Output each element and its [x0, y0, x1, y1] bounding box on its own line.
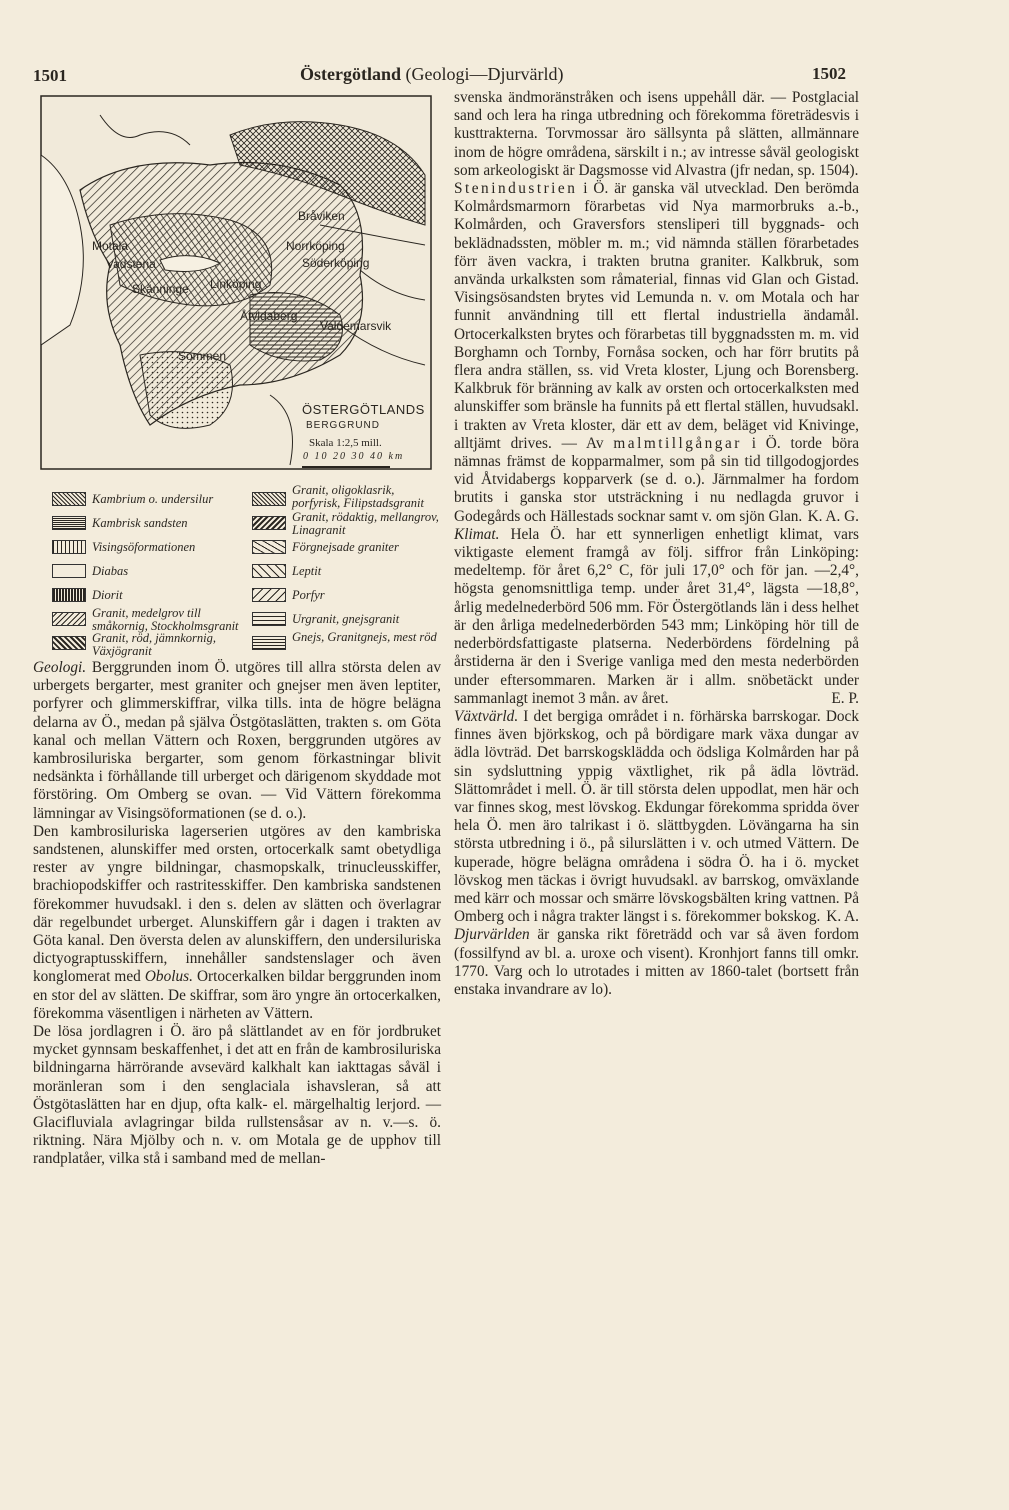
map-label-sommen: Sommen: [178, 349, 227, 363]
genus-name: Obolus.: [144, 968, 193, 986]
paragraph-djurvarld: [454, 926, 859, 999]
author-signature: K. A.: [826, 908, 859, 926]
paragraph-geologi: [33, 659, 441, 823]
paragraph-stenindustri: [454, 180, 859, 526]
section-heading-djurvarld: Djurvärlden: [454, 926, 530, 944]
map-label-motala: Motala: [92, 239, 129, 253]
legend-label: Urgranit, gnejsgranit: [292, 612, 400, 626]
page-number-right: 1502: [812, 64, 846, 83]
legend-label: Porfyr: [292, 588, 325, 602]
spaced-heading: Stenindustrien: [454, 180, 578, 198]
author-signature: E. P.: [831, 689, 859, 707]
legend-swatch: [52, 492, 86, 506]
legend-label: Leptit: [292, 564, 322, 578]
right-column: [454, 89, 859, 999]
legend-swatch: [52, 564, 86, 578]
paragraph-jordlager: [33, 1023, 441, 1169]
legend-swatch: [252, 612, 286, 626]
paragraph-text: Den kambrosiluriska lagerserien utgöres av den kambriska sandstenen, alunskiffer med orsten, ortocerkalk samt obetydliga rester av yngre bildningar, chasmopskalk, trinucleusskiffer, brachiopodskiffer och rastritesskiffer. Den kambriska sandstenen förekommer huvudsakl. i den s. delen av slätten och överlagrar där regelbundet urberget. Alunskiffern går i dagen i trakten av Göta kanal. Den översta delen av alunskiffern, den undersiluriska dictyograptusskiffern, innehåller sandstenslager och även konglomerat med: [33, 822, 441, 986]
legend-swatch: [52, 612, 86, 626]
map-label-braviken: Bråviken: [298, 209, 345, 223]
legend-label: Diabas: [92, 564, 129, 578]
paragraph-text: i Ö. är ganska väl utvecklad. Den berömda Kolmårdsmarmorn förarbetas vid Nya marmorbruks a.-b., Kolmården, och Graversfors stensliperi till byggnads- och beklädnadssten, möbler m. m.; vid nämnda ställen förarbetades förr även vackra, i trakten brutna graniter. Kalkbruk, som använda urkalksten som råmaterial, finnas vid Glan och Gistad. Visingsösandsten brytes vid Lemunda n. v. om Motala och har funnit användning till ett flertal industriella ändamål. Ortocerkalksten brytes och förarbetas till byggnadssten m. m. vid Borghamn och Tornby, Fornåsa socken, och har förr brutits på flera andra ställen, ss. vid Vreta kloster, Ljung och Borensberg. Kalkbruk för bränning av kalk av orsten och ortocerkalksten med alunskiffer som bränsle ha funnits på ett flertal ställen, huvudsakl. i trakten av Vreta kloster, där ett av dem, beläget vid Knivinge, alltjämt drives. — Av: [454, 180, 859, 452]
spaced-heading: malmtillgångar: [613, 434, 742, 452]
map-label-atvidaberg: Åtvidaberg: [240, 309, 298, 323]
paragraph-kambrosilur: [33, 823, 441, 1023]
page-number-left: 1501: [33, 66, 67, 85]
paragraph-text: i Ö. torde böra nämnas främst de kopparmalmer, som på sin tid tillgodogjordes vid Åtvidabergs kopparverk (se d. o.). Järnmalmer ha fordom brutits i ganska stor utsträckning i nu nedlagda gruvor i Godegårds och Hällestads socknar samt v. om sjön Glan.: [454, 434, 859, 525]
legend-label: Granit, oligoklasrik, porfyrisk, Filipstadsgranit: [292, 483, 424, 510]
legend-label: Gnejs, Granitgnejs, mest röd: [292, 630, 437, 644]
map-scale: Skala 1:2,5 mill.: [309, 437, 382, 449]
map-legend-right: [246, 484, 446, 659]
running-header: [300, 64, 563, 85]
author-signature: K. A. G.: [807, 507, 859, 525]
legend-swatch: [252, 564, 286, 578]
map-legend-left: [46, 488, 251, 658]
map-label-linkoping: Linköping: [210, 277, 262, 291]
legend-swatch: [252, 492, 286, 506]
legend-swatch: [52, 540, 86, 554]
legend-label: Granit, röd, jämnkornig, Växjögranit: [92, 631, 216, 658]
legend-swatch: [252, 516, 286, 530]
map-scale-numbers: 0 10 20 30 40 km: [303, 451, 405, 462]
paragraph-text: Berggrunden inom Ö. utgöres till allra största delen av urbergets bergarter, mest graniter och gnejser men även leptiter, porfyrer och glimmerskiffrar, vilka tills. inta de högre belägna delarna av Ö., medan på själva Östgötaslätten, trakten s. om Göta kanal och mellan Vättern och Roxen, berggrunden utgöres av kambrosiluriska bergarter, som genom förkastningar blivit nedsänkta i förhållande till urberget och därigenom skyddade mot förstöring. Om Omberg se ovan. — Vid Vättern förekomma lämningar av Visingsöformationen (se d. o.).: [33, 659, 441, 822]
map-title: ÖSTERGÖTLANDS: [302, 402, 425, 417]
paragraph-text: De lösa jordlagren i Ö. äro på slättlandet av en för jordbruket mycket gynnsam beskaffenhet, i det att en från de kambrosiluriska bildningarna härrörande avsevärd kalkhalt kan iakttagas såväl i moränleran som i den senglaciala ishavsleran, så att Östgötaslätten har en djup, ofta kalk- el. märgelhaltig lerjord. — Glacifluviala avlagringar bilda rullstensåsar av n. v.—s. ö. riktning. Nära Mjölby och n. v. om Motala ge de upphov till randplatåer, vilka stå i samband med de mellan-: [33, 1023, 441, 1168]
map-label-soderkoping: Söderköping: [302, 256, 370, 270]
legend-label: Diorit: [92, 588, 123, 602]
legend-label: Förgnejsade graniter: [292, 540, 399, 554]
map-label-vadstena: Vadstena: [106, 257, 156, 271]
legend-swatch: [52, 588, 86, 602]
section-heading-geologi: Geologi.: [33, 659, 87, 676]
legend-label: Kambrisk sandsten: [92, 516, 188, 530]
legend-swatch: [252, 636, 286, 650]
legend-swatch: [252, 540, 286, 554]
map-label-norrkoping: Norrköping: [286, 239, 345, 253]
paragraph-text: är ganska rikt företrädd och var så även fordom (fossilfynd av bl. a. uroxe och visent). Kronhjort fanns till omkr. 1770. Varg och lo utrotades i mitten av 1860-talet (bortsett från enstaka invandrare av lo).: [454, 926, 859, 998]
paragraph-vaxtvarld: [454, 708, 859, 926]
header-subtitle: (Geologi—Djurvärld): [401, 64, 564, 84]
section-heading-vaxtvarld: Växtvärld.: [454, 707, 519, 725]
paragraph-klimat: [454, 526, 859, 708]
legend-swatch: [52, 516, 86, 530]
legend-swatch: [252, 588, 286, 602]
legend-label: Kambrium o. undersilur: [92, 492, 214, 506]
section-heading-klimat: Klimat.: [454, 525, 500, 543]
paragraph-text: I det bergiga området i n. förhärska barrskogar. Dock finnes även björkskog, och på bördigare mark växa dungar av ädla lövträd. Det barrskogsklädda och ödsliga Kolmården har på sin sydsluttning yppig växtlighet, rik på ädla lövträd. Slättområdet i mell. Ö. är till största delen uppodlat, men här och var finnes skog, mest lövskog. Ekdungar förekomma spridda över hela Ö. men äro talrikast i ö. slättbygden. Lövängarna ha sin största utbredning i ö., på silurslätten i v. och utmed Vättern. De kuperade, högre belägna områdena i södra Ö. ha i ö. mycket lövskog men täckas i övrigt huvudsakl. av barrskog, omväxlande med kärr och mossar och smärre lövskogsbälten kring vattnen. På Omberg och i några trakter längst i s. förekommer bokskog.: [454, 707, 859, 926]
legend-swatch: [52, 636, 86, 650]
left-column: [33, 659, 441, 1169]
map-label-skanninge: Skänninge: [132, 282, 189, 296]
paragraph-text: svenska ändmoränstråken och isens uppehåll där. — Postglacial sand och lera ha ringa utbredning och förekomma företrädesvis i kusttrakterna. Torvmossar äro sällsynta på slätten, allmännare inom de högre områdena, särskilt i n.; av intresse såväl geologiskt som arkeologiskt är Dagsmosse vid Alvastra (jfr nedan, sp. 1504).: [454, 89, 859, 179]
map-label-valdemarsvik: Valdemarsvik: [320, 319, 392, 333]
map-subtitle: BERGGRUND: [306, 420, 381, 431]
header-title: Östergötland: [300, 64, 401, 84]
paragraph-continued: [454, 89, 859, 180]
legend-label: Granit, rödaktig, mellangrov, Linagranit: [292, 510, 439, 537]
legend-label: Visingsöformationen: [92, 540, 196, 554]
paragraph-text: Ortocerkalken bildar berggrunden inom en stor del av slätten. De skiffrar, som äro yngre än ortocerkalken, förekomma väsentligen i närheten av Vättern.: [33, 968, 441, 1022]
legend-label: Granit, medelgrov till småkornig, Stockholmsgranit: [92, 606, 239, 633]
paragraph-text: Hela Ö. har ett synnerligen enhetligt klimat, vars viktigaste element framgå av följ. siffror från Linköping: medeltemp. för året 6,2° C, för juli 17,0° och för jan. —2,4°, högsta genomsnittliga temp. under året 31,4°, lägsta —18,8°, årlig medelnederbörd 506 mm. För Östergötlands län i dess helhet är den årliga medelnederbörden 543 mm; Linköping hör till de nederbördsfattigaste platserna. Nederbördens fördelning på årstiderna är den i Sverige vanliga med den mesta nederbörden under eftersommaren. Marken är i allm. snöbetäckt under sammanlagt inemot 3 mån. av året.: [454, 525, 860, 707]
